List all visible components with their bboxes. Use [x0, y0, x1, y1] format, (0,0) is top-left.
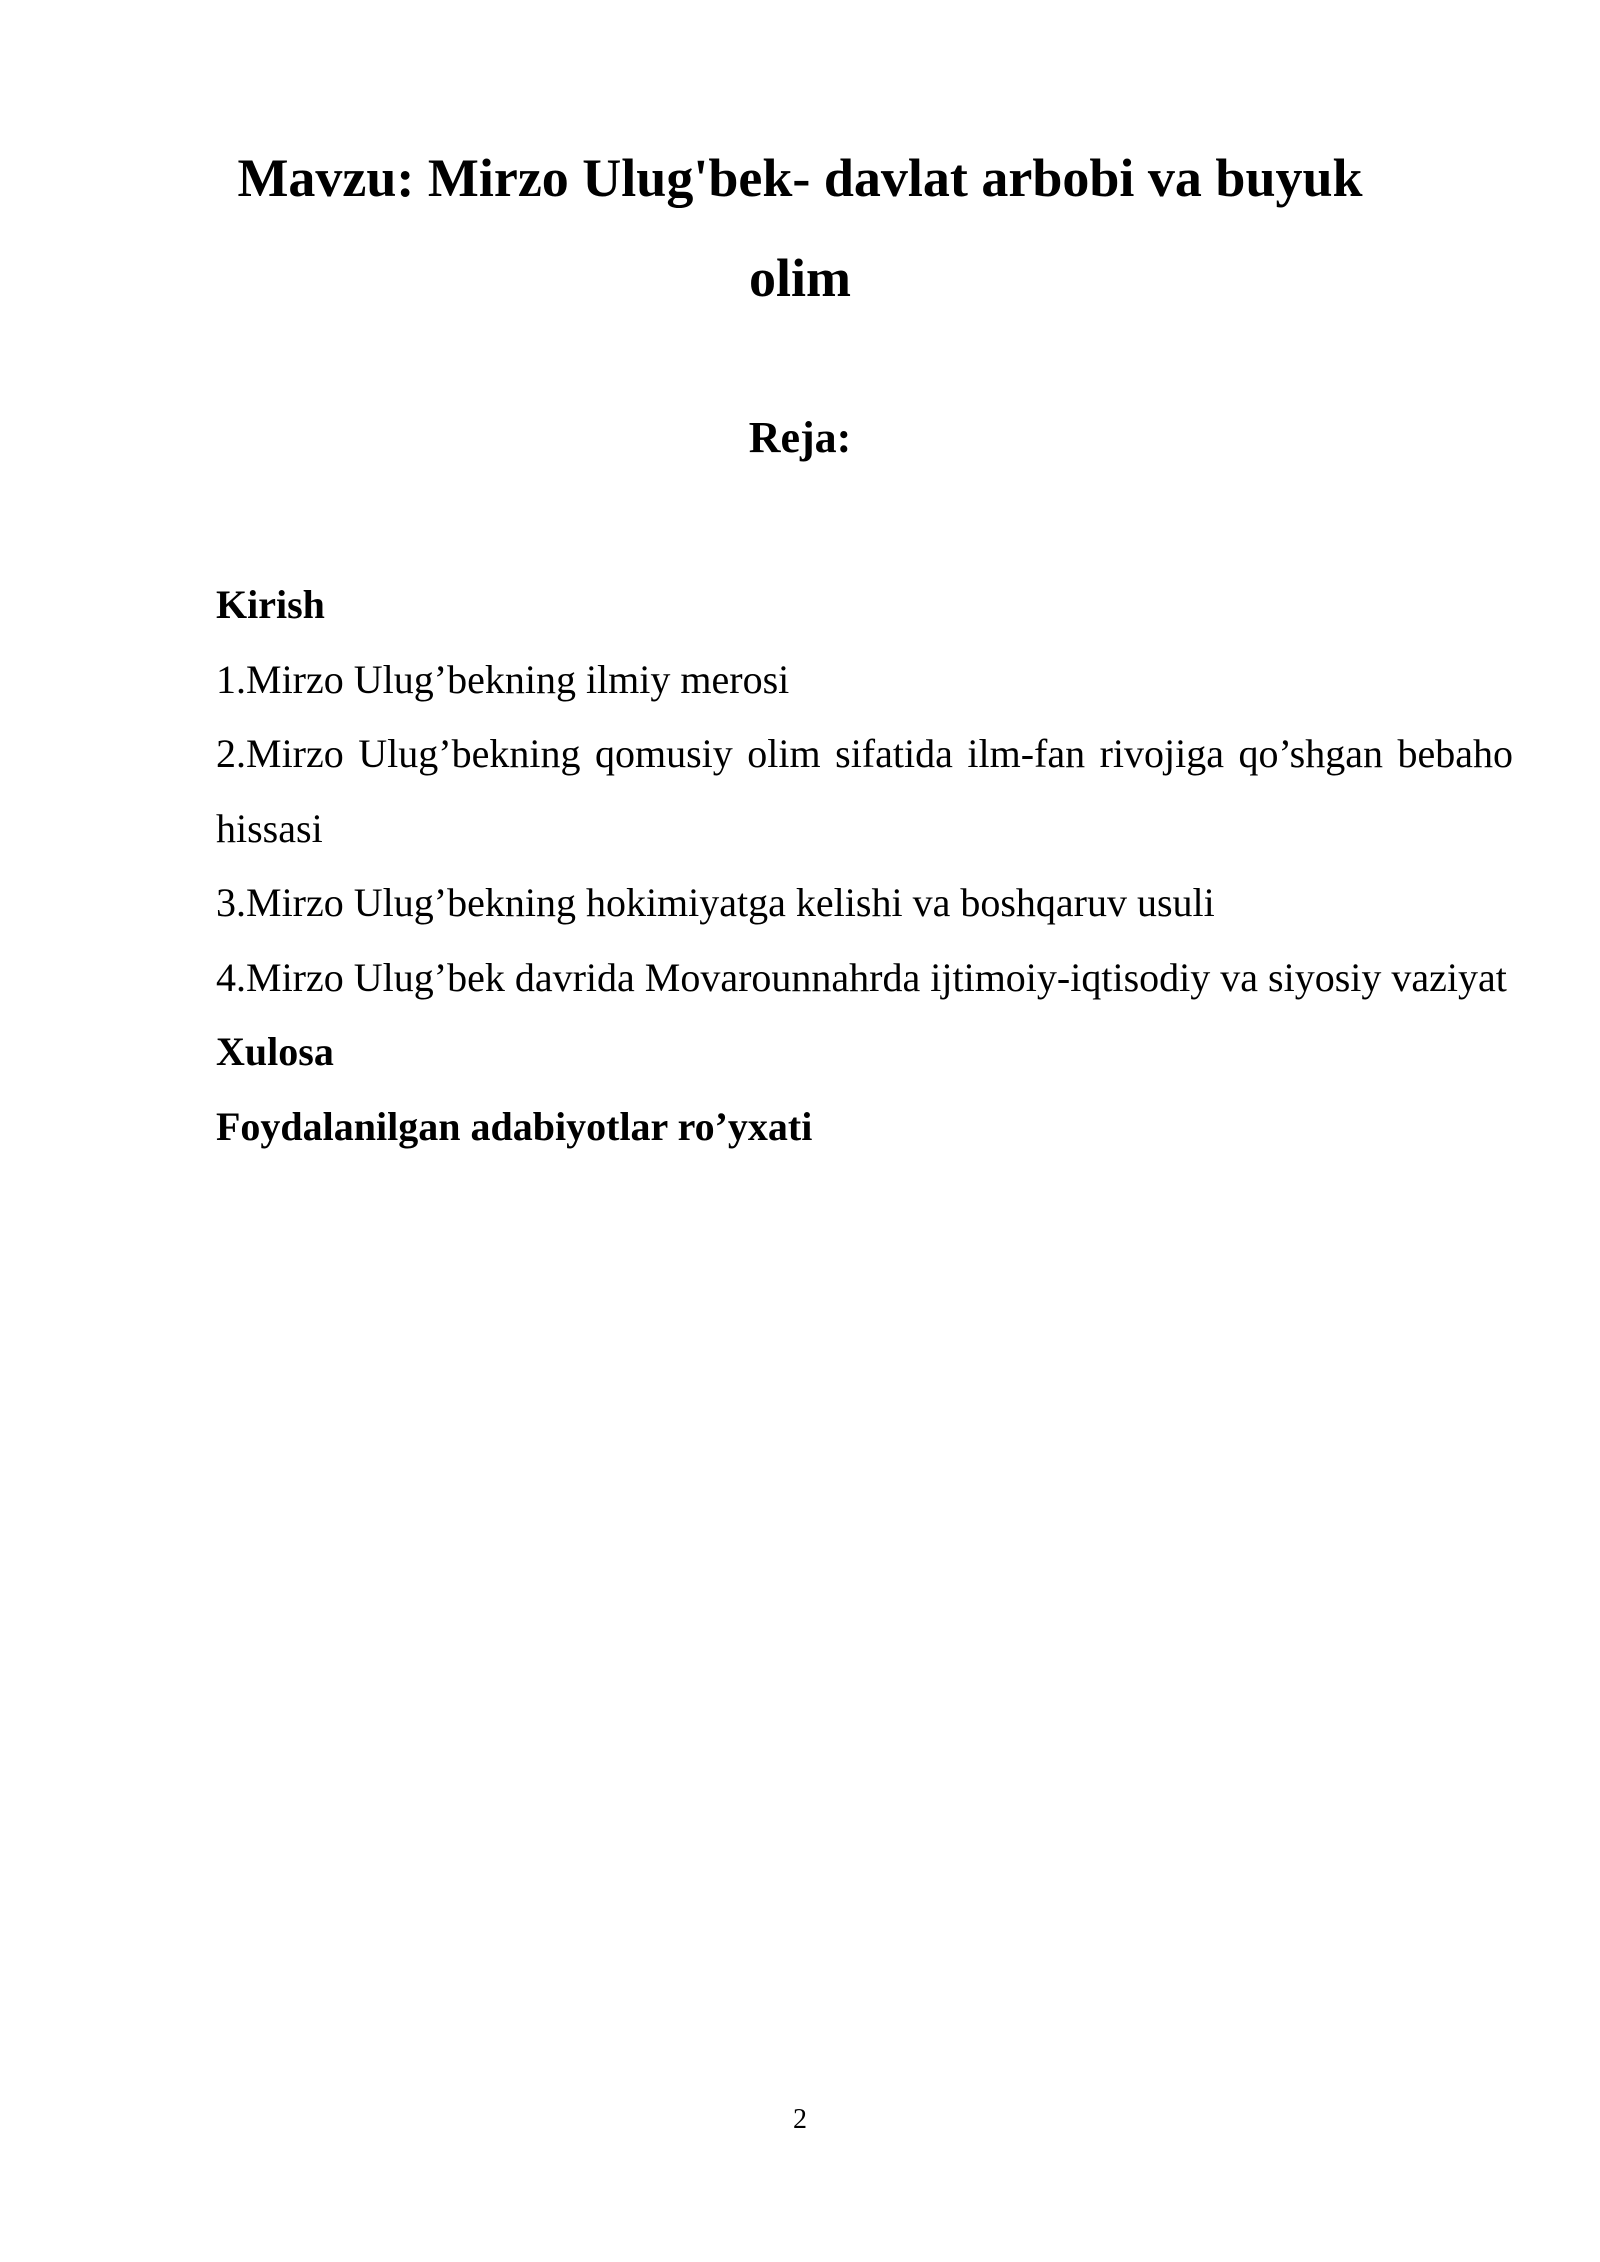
table-of-contents: [216, 568, 1513, 1164]
plan-heading: Reja:: [748, 413, 852, 462]
toc-item-3: 3.Mirzo Ulug’bekning hokimiyatga kelishi va boshqaruv usuli: [216, 880, 1215, 925]
toc-item-2: 2.Mirzo Ulug’bekning qomusiy olim sifatida ilm-fan rivojiga qo’shgan bebaho hissasi: [216, 731, 1513, 851]
toc-conclusion: Xulosa: [216, 1029, 334, 1074]
toc-item-1: 1.Mirzo Ulug’bekning ilmiy merosi: [216, 656, 790, 702]
toc-item-4: 4.Mirzo Ulug’bek davrida Movarounnahrda ijtimoiy-iqtisodiy va siyosiy vaziyat: [216, 954, 1507, 1000]
page-number: 2: [793, 2104, 807, 2135]
document-title: Mavzu: Mirzo Ulug'bek- davlat arbobi va buyuk olim: [237, 148, 1363, 308]
toc-intro: Kirish: [216, 582, 325, 627]
toc-references: Foydalanilgan adabiyotlar ro’yxati: [216, 1103, 813, 1149]
